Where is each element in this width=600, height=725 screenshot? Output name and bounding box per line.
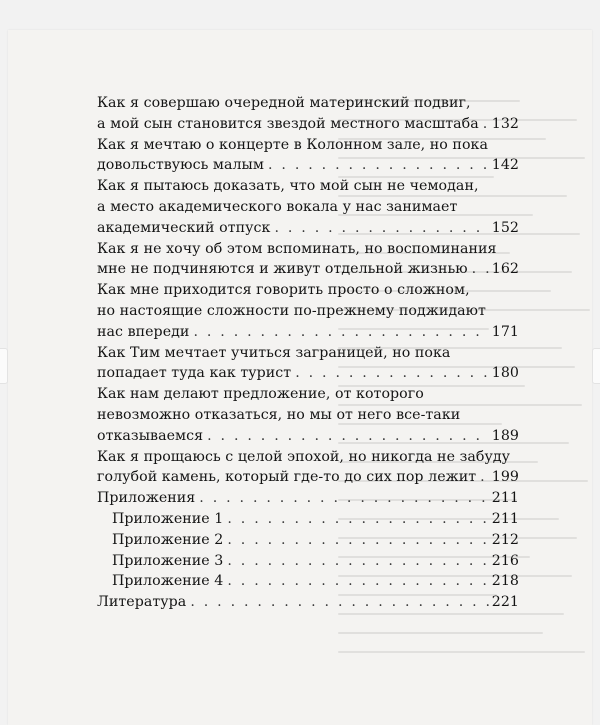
toc-entry-last-line	[97, 363, 519, 384]
toc-page-number: 152	[491, 219, 519, 236]
toc-entry-title-line: мне не подчиняются и живут отдельной жизнью	[97, 261, 468, 278]
toc-entry-last-line	[97, 322, 519, 343]
toc-entry-title-line: Как я прощаюсь с целой эпохой, но никогда не забуду	[97, 448, 511, 465]
toc-page-number: 211	[491, 510, 519, 527]
dot-leader	[472, 259, 489, 280]
toc-entry-last-line	[97, 114, 519, 135]
toc-entry[interactable]	[97, 239, 519, 281]
toc-entry-last-line	[97, 467, 519, 488]
toc-entry-title-line: невозможно отказаться, но мы от него все-таки	[97, 406, 461, 423]
toc-entry-last-line	[112, 509, 519, 530]
toc-entry-title-line: Как я совершаю очередной материнский подвиг,	[97, 95, 471, 111]
toc-entry[interactable]	[97, 384, 519, 446]
toc-page-number: 189	[491, 427, 519, 444]
toc-entry-title-line: голубой камень, который где-то до сих пор лежит	[97, 469, 477, 486]
toc-entry-title-line: Литература	[97, 594, 187, 611]
toc-page-number: 180	[491, 365, 519, 382]
toc-page-number: 211	[491, 490, 519, 507]
toc-entry-title-line: а мой сын становится звездой местного масштаба	[97, 115, 479, 132]
toc-entry-title-line: Приложение 2	[112, 531, 224, 548]
toc-entry-title-line: Приложения	[97, 490, 196, 507]
toc-entry-last-line	[97, 259, 519, 280]
toc-page-number: 216	[491, 552, 519, 569]
toc-entry[interactable]	[97, 280, 519, 342]
toc-entry-title-line: Как нам делают предложение, от которого	[97, 386, 424, 403]
dot-leader	[295, 363, 489, 384]
toc-entry-title-line: но настоящие сложности по-прежнему поджидают	[97, 302, 486, 319]
toc-entry-last-line	[97, 426, 519, 447]
toc-entry-last-line	[112, 551, 519, 572]
toc-entry-title-line: нас впереди	[97, 323, 190, 340]
dot-leader	[227, 571, 488, 592]
toc-entry[interactable]	[97, 571, 519, 592]
toc-entry[interactable]	[97, 509, 519, 530]
toc-entry-title-line: Как я не хочу об этом вспоминать, но воспоминания	[97, 240, 497, 257]
toc-entry[interactable]	[97, 135, 519, 177]
toc-entry[interactable]	[97, 488, 519, 509]
dot-leader	[274, 218, 488, 239]
toc-entry-last-line	[97, 218, 519, 239]
toc-entry-last-line	[97, 155, 519, 176]
dot-leader	[190, 592, 488, 613]
toc-page-number: 132	[491, 115, 519, 132]
toc-entry[interactable]	[97, 447, 519, 489]
toc-page-number: 171	[491, 323, 519, 340]
dot-leader	[483, 114, 489, 135]
dot-leader	[199, 488, 488, 509]
toc-entry-title-line: Как я мечтаю о концерте в Колонном зале, но пока	[97, 136, 488, 153]
book-page	[8, 30, 592, 725]
toc-entry[interactable]	[97, 551, 519, 572]
toc-entry[interactable]	[97, 530, 519, 551]
toc-entry[interactable]	[97, 93, 519, 135]
toc-entry-title-line: отказываемся	[97, 427, 204, 444]
table-of-contents	[97, 93, 519, 613]
prev-page-handle[interactable]	[0, 348, 8, 384]
dot-leader	[227, 530, 488, 551]
toc-entry-last-line	[97, 488, 519, 509]
toc-entry[interactable]	[97, 592, 519, 613]
dot-leader	[193, 322, 488, 343]
toc-page-number: 199	[491, 469, 519, 486]
toc-page-number: 221	[491, 594, 519, 611]
toc-entry-title-line: Приложение 1	[112, 510, 224, 527]
dot-leader	[268, 155, 489, 176]
next-page-handle[interactable]	[592, 348, 600, 384]
toc-entry-title-line: Как Тим мечтает учиться заграницей, но пока	[97, 344, 451, 361]
toc-entry-title-line: а место академического вокала у нас занимает	[97, 198, 458, 215]
toc-entry[interactable]	[97, 176, 519, 238]
toc-entry-title-line: академический отпуск	[97, 219, 271, 236]
toc-entry-title-line: Приложение 4	[112, 573, 224, 590]
dot-leader	[227, 551, 488, 572]
dot-leader	[207, 426, 489, 447]
toc-entry-title-line: Как мне приходится говорить просто о сложном,	[97, 282, 470, 299]
toc-entry-last-line	[112, 530, 519, 551]
toc-page-number: 162	[491, 261, 519, 278]
toc-entry-title-line: довольствуюсь малым	[97, 157, 264, 174]
toc-page-number: 212	[491, 531, 519, 548]
toc-entry[interactable]	[97, 343, 519, 385]
toc-entry-title-line: Приложение 3	[112, 552, 224, 569]
toc-page-number: 142	[491, 157, 519, 174]
dot-leader	[480, 467, 489, 488]
toc-entry-title-line: Как я пытаюсь доказать, что мой сын не чемодан,	[97, 178, 479, 195]
toc-entry-last-line	[112, 571, 519, 592]
toc-entry-title-line: попадает туда как турист	[97, 365, 292, 382]
dot-leader	[227, 509, 488, 530]
toc-page-number: 218	[491, 573, 519, 590]
toc-entry-last-line	[97, 592, 519, 613]
